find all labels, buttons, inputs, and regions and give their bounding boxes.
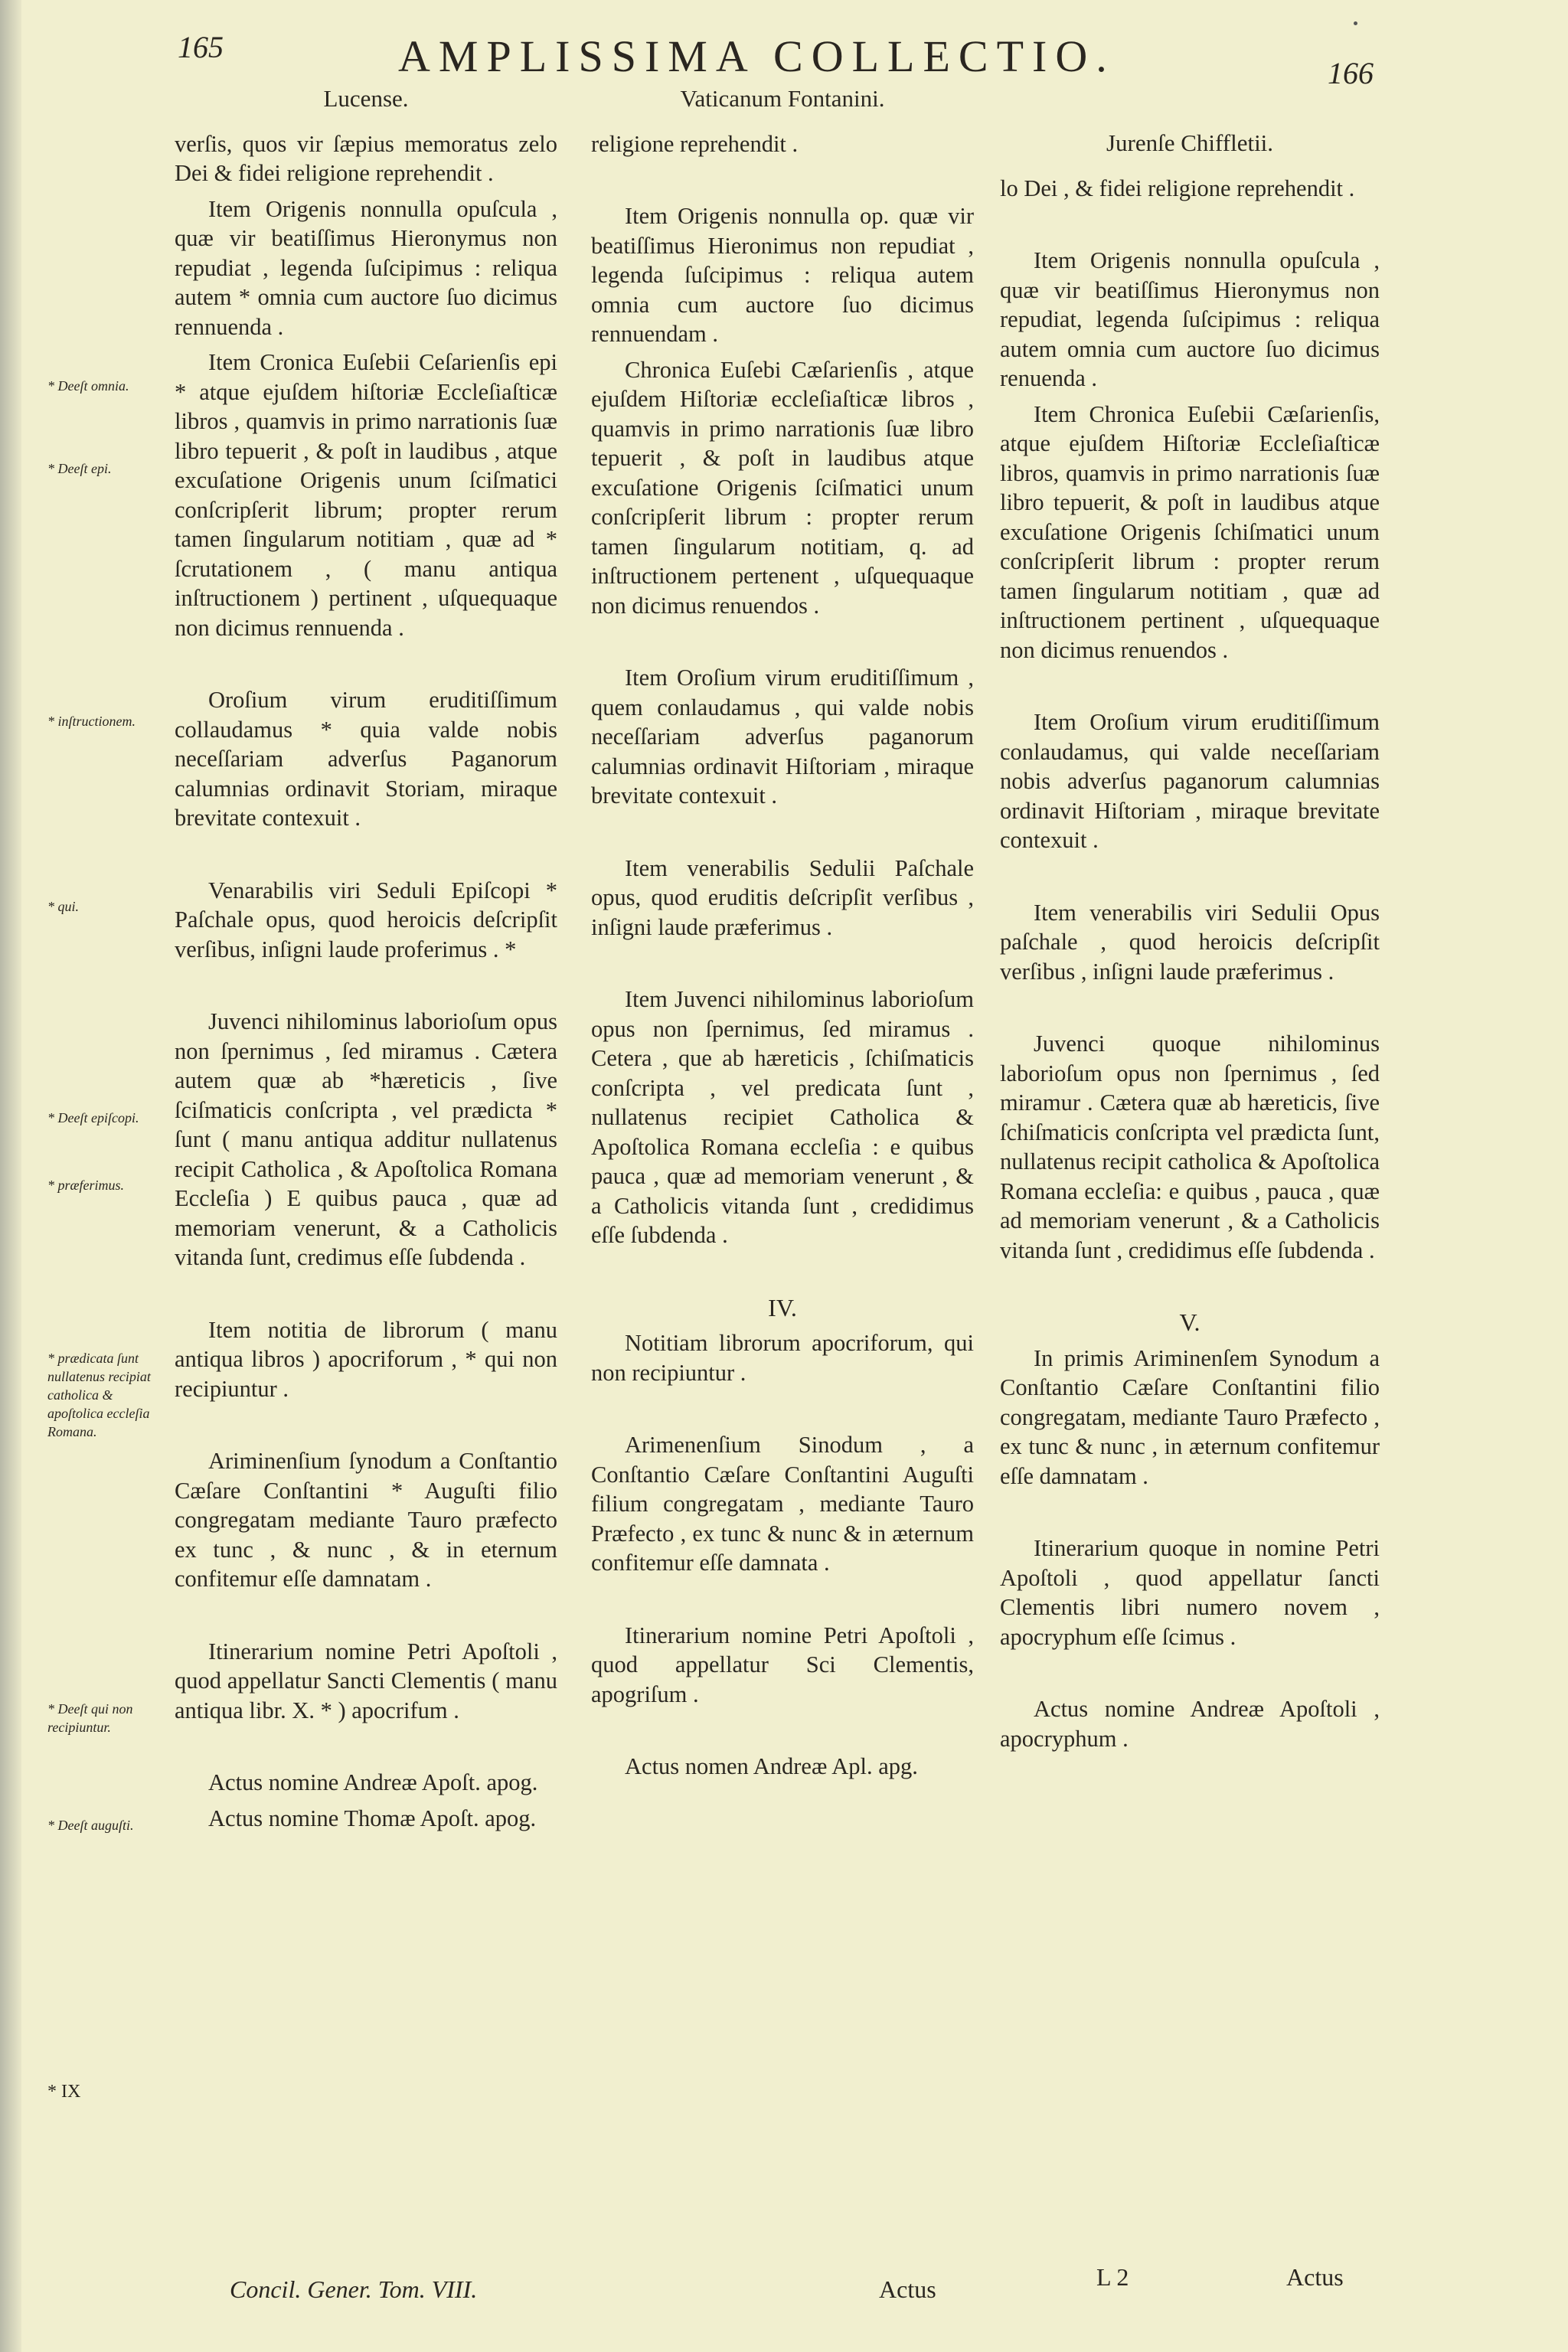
- paragraph: Actus nomine Thomæ Apoſt. apog.: [208, 1805, 537, 1831]
- paragraph: verſis, quos vir ſæpius memoratus zelo Dei & fidei religione reprehendit .: [175, 130, 557, 186]
- paragraph: Item Cronica Euſebii Ceſarienſis epi * atque ejuſdem hiſtoriæ Eccleſiaſticæ libros , quamvis in primo narrationis ſuæ libro tepuerit , & poſt in laudibus , atque excuſatione Origenis unum ſciſmatici conſcripſerit librum; propter rerum tamen ſingularum notitiam , quæ ad * ſcrutationem , ( manu antiqua inſtructionem ) pertinent , uſquequaque non dicimus rennuenda .: [175, 349, 557, 641]
- paragraph: Item Juvenci nihilominus laborioſum opus non ſpernimus, ſed miramus . Cetera , que ab hæreticis , ſchiſmaticis conſcripta , vel predicata ſunt , nullatenus recipiet Catholica & Apoſtolica Romana eccleſia : e quibus pauca , quæ ad memoriam venerunt , & a Catholicis vitanda ſunt , credidimus eſſe ſubdenda .: [591, 986, 974, 1248]
- page-number-left: 165: [178, 30, 224, 64]
- paragraph: Itinerarium quoque in nomine Petri Apoſtoli , quod appellatur ſancti Clementis libri numero novem , apocryphum eſſe ſcimus .: [1000, 1535, 1380, 1650]
- paragraph: Actus nomen Andreæ Apl. apg.: [625, 1753, 918, 1779]
- paragraph: Itinerarium nomine Petri Apoſtoli , quod appellatur Sancti Clementis ( manu antiqua libr. X. * ) apocrifum .: [175, 1638, 557, 1723]
- paragraph: Item Chronica Euſebii Cæſarienſis, atque ejuſdem Hiſtoriæ Eccleſiaſticæ libros, quamvis in primo narrationis ſuæ libro tepuerit, & poſt in laudibus atque excuſatione Origenis ſchiſmatici unum conſcripſerit librum : propter rerum tamen ſingularum notitiam , quæ ad inſtructionem pertinent , uſquequaque non dicimus renuendos .: [1000, 400, 1380, 663]
- margin-note: * IX: [47, 2082, 81, 2102]
- paragraph: Item notitia de librorum ( manu antiqua libros ) apocriforum , * qui non recipiuntur .: [175, 1316, 557, 1402]
- margin-note: * prædicata ſunt nullatenus recipiat catholica & apoſtolica eccleſia Romana.: [47, 1351, 151, 1439]
- section-number: IV.: [768, 1293, 797, 1321]
- footer-signature-mark: L 2: [1096, 2263, 1129, 2291]
- paragraph: Actus nomine Andreæ Apoſt. apog.: [208, 1769, 538, 1795]
- paragraph: Item Oroſium virum eruditiſſimum conlaudamus, qui valde neceſſariam nobis adverſus paganorum calumnias ordinavit Hiſtoriam , miraque brevitate contexuit .: [1000, 709, 1380, 853]
- paragraph: Ariminenſium ſynodum a Conſtantio Cæſare Conſtantini * Auguſti filio congregatam mediante Tauro præfecto ex tunc , & nunc , & in eternum confitemur eſſe damnatam .: [175, 1448, 557, 1592]
- paragraph: Oroſium virum eruditiſſimum collaudamus * quia valde nobis neceſſariam adverſus Paganorum calumnias ordinavit Storiam, miraque brevitate contexuit .: [175, 687, 557, 831]
- running-title: AMPLISSIMA COLLECTIO.: [398, 31, 1116, 81]
- paragraph: Item Oroſium virum eruditiſſimum , quem conlaudamus , qui valde nobis neceſſariam adverſus paganorum calumnias ordinavit Hiſtoriam , miraque brevitate contexuit .: [591, 665, 974, 808]
- footer-catchword: Actus: [1286, 2263, 1344, 2291]
- paragraph: In primis Ariminenſem Synodum a Conſtantio Cæſare Conſtantini filio congregatam, mediante Tauro Præfecto , ex tunc & nunc , in æternum confitemur eſſe damnatam .: [1000, 1344, 1380, 1489]
- column-heading: Jurenſe Chiffletii.: [1106, 129, 1274, 156]
- paragraph: Notitiam librorum apocriforum, qui non recipiuntur .: [591, 1330, 974, 1386]
- column-heading: Vaticanum Fontanini.: [680, 85, 885, 112]
- column-vaticanum: [591, 84, 974, 1824]
- margin-note: * Deeſt epi.: [47, 461, 112, 476]
- column-lucense: [175, 84, 557, 1839]
- section-number: V.: [1179, 1308, 1200, 1336]
- paragraph: Arimenenſium Sinodum , a Conſtantio Cæſare Conſtantini Auguſti filium congregatam , mediante Tauro Præfecto , ex tunc & nunc & in æternum confitemur eſſe damnata .: [591, 1432, 974, 1576]
- paragraph: religione reprehendit .: [591, 130, 799, 157]
- column-jurense: [1000, 129, 1380, 1796]
- margin-note: * inſtructionem.: [47, 714, 136, 729]
- paragraph: Item Origenis nonnulla opuſcula , quæ vir beatiſſimus Hieronymus non repudiat , legenda ſuſcipimus : reliqua autem * omnia cum auctore ſuo dicimus rennuenda .: [175, 195, 557, 340]
- paragraph: Actus nomine Andreæ Apoſtoli , apocryphum .: [1000, 1696, 1380, 1752]
- page-gutter-shadow: [0, 0, 21, 2352]
- page-number-right: 166: [1328, 56, 1374, 90]
- paragraph: Chronica Euſebi Cæſarienſis , atque ejuſdem Hiſtoriæ eccleſiaſticæ libros , quamvis in primo narrationis ſuæ libro tepuerit , & poſt in laudibus atque excuſatione Origenis ſciſmatici unum conſcripſerit librum : propter rerum tamen ſingularum notitiam, q. ad inſtructionem pertenent , uſquequaque non dicimus renuendos .: [591, 356, 974, 619]
- paragraph: Item venerabilis viri Sedulii Opus paſchale , quod heroicis deſcripſit verſibus , inſigni laude præferimus .: [1000, 899, 1380, 985]
- ink-speck: [1354, 21, 1357, 25]
- paragraph: lo Dei , & fidei religione reprehendit .: [1000, 175, 1355, 201]
- column-heading: Lucense.: [323, 85, 409, 112]
- paragraph: Item Origenis nonnulla op. quæ vir beatiſſimus Hieronimus non repudiat , legenda ſuſcipimus : reliqua autem omnia cum auctore ſuo dicimus rennuendam .: [591, 203, 974, 347]
- margin-note: * præferimus.: [47, 1178, 125, 1193]
- margin-note: * Deeſt auguſti.: [47, 1818, 134, 1833]
- margin-note: * Deeſt qui non recipiuntur.: [47, 1701, 133, 1735]
- footer-catchword: Actus: [879, 2275, 936, 2303]
- footer-signature: Concil. Gener. Tom. VIII.: [230, 2275, 478, 2303]
- paragraph: Juvenci quoque nihilominus laborioſum opus non ſpernimus , ſed miramur . Cætera quæ ab hæreticis, ſive ſchiſmaticis conſcripta vel prædicta ſunt, nullatenus recipit catholica & Apoſtolica Romana eccleſia: e quibus , pauca , quæ ad memoriam venerunt , & a Catholicis vitanda ſunt , credidimus eſſe ſubdenda .: [1000, 1031, 1380, 1263]
- margin-note: * Deeſt omnia.: [47, 378, 129, 394]
- margin-note: * Deeſt epiſcopi.: [47, 1110, 139, 1125]
- paragraph: Itinerarium nomine Petri Apoſtoli , quod appellatur Sci Clementis, apogriſum .: [591, 1622, 974, 1707]
- paragraph: Item venerabilis Sedulii Paſchale opus, quod eruditis deſcripſit verſibus , inſigni laude præferimus .: [591, 854, 974, 940]
- paragraph: Venarabilis viri Seduli Epiſcopi * Paſchale opus, quod heroicis deſcripſit verſibus, inſigni laude proferimus . *: [175, 877, 557, 962]
- paragraph: Item Origenis nonnulla opuſcula , quæ vir beatiſſimus Hieronymus non repudiat, legenda ſuſcipimus : reliqua autem omnia cum auctore ſuo dicimus renuenda .: [1000, 247, 1380, 391]
- paragraph: Juvenci nihilominus laborioſum opus non ſpernimus , ſed miramus . Cætera autem quæ ab *hæreticis , ſive ſciſmaticis conſcripta , vel prædicta * ſunt ( manu antiqua additur nullatenus recipit Catholica , & Apoſtolica Romana Eccleſia ) E quibus pauca , quæ ad memoriam venerunt, & a Catholicis vitanda ſunt, credimus eſſe ſubdenda .: [175, 1008, 557, 1270]
- margin-note: * qui.: [47, 899, 80, 914]
